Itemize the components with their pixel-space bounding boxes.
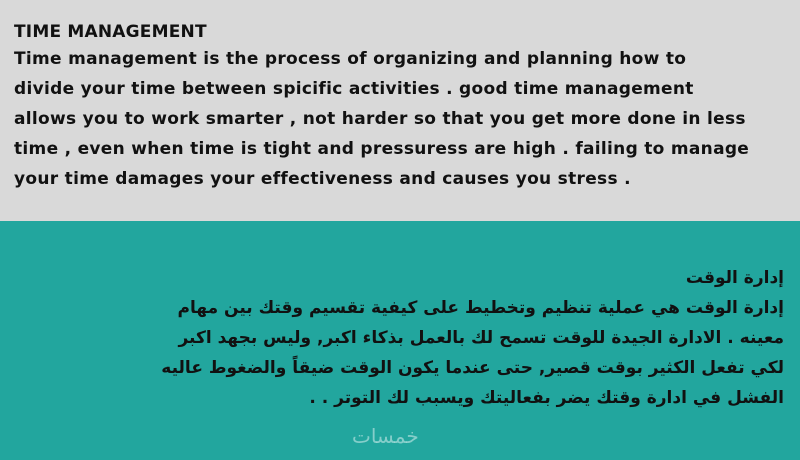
english-line-5: your time damages your effectiveness and causes you stress . <box>14 169 631 189</box>
arabic-line-2: معينه . الادارة الجيدة للوقت تسمح لك بالعمل بذكاء اكبر, وليس بجهد اكبر <box>178 328 784 348</box>
english-line-1: Time management is the process of organizing and planning how to <box>14 49 687 69</box>
english-line-3: allows you to work smarter , not harder so that you get more done in less <box>14 109 746 129</box>
english-title: TIME MANAGEMENT <box>14 22 207 42</box>
watermark-logo: خمسات <box>352 424 419 448</box>
english-section <box>0 0 800 221</box>
arabic-line-3: لكي تفعل الكثير بوقت قصير, حتى عندما يكون الوقت ضيقاً والضغوط عاليه <box>161 358 784 378</box>
arabic-line-1: إدارة الوقت هي عملية تنظيم وتخطيط على كيفية تقسيم وقتك بين مهام <box>177 298 784 318</box>
english-line-2: divide your time between spicific activities . good time management <box>14 79 694 99</box>
arabic-title: إدارة الوقت <box>685 268 784 288</box>
arabic-line-4: الفشل في ادارة وقتك يضر بفعاليتك ويسبب لك التوتر . . <box>309 388 784 408</box>
english-line-4: time , even when time is tight and pressuress are high . failing to manage <box>14 139 750 159</box>
